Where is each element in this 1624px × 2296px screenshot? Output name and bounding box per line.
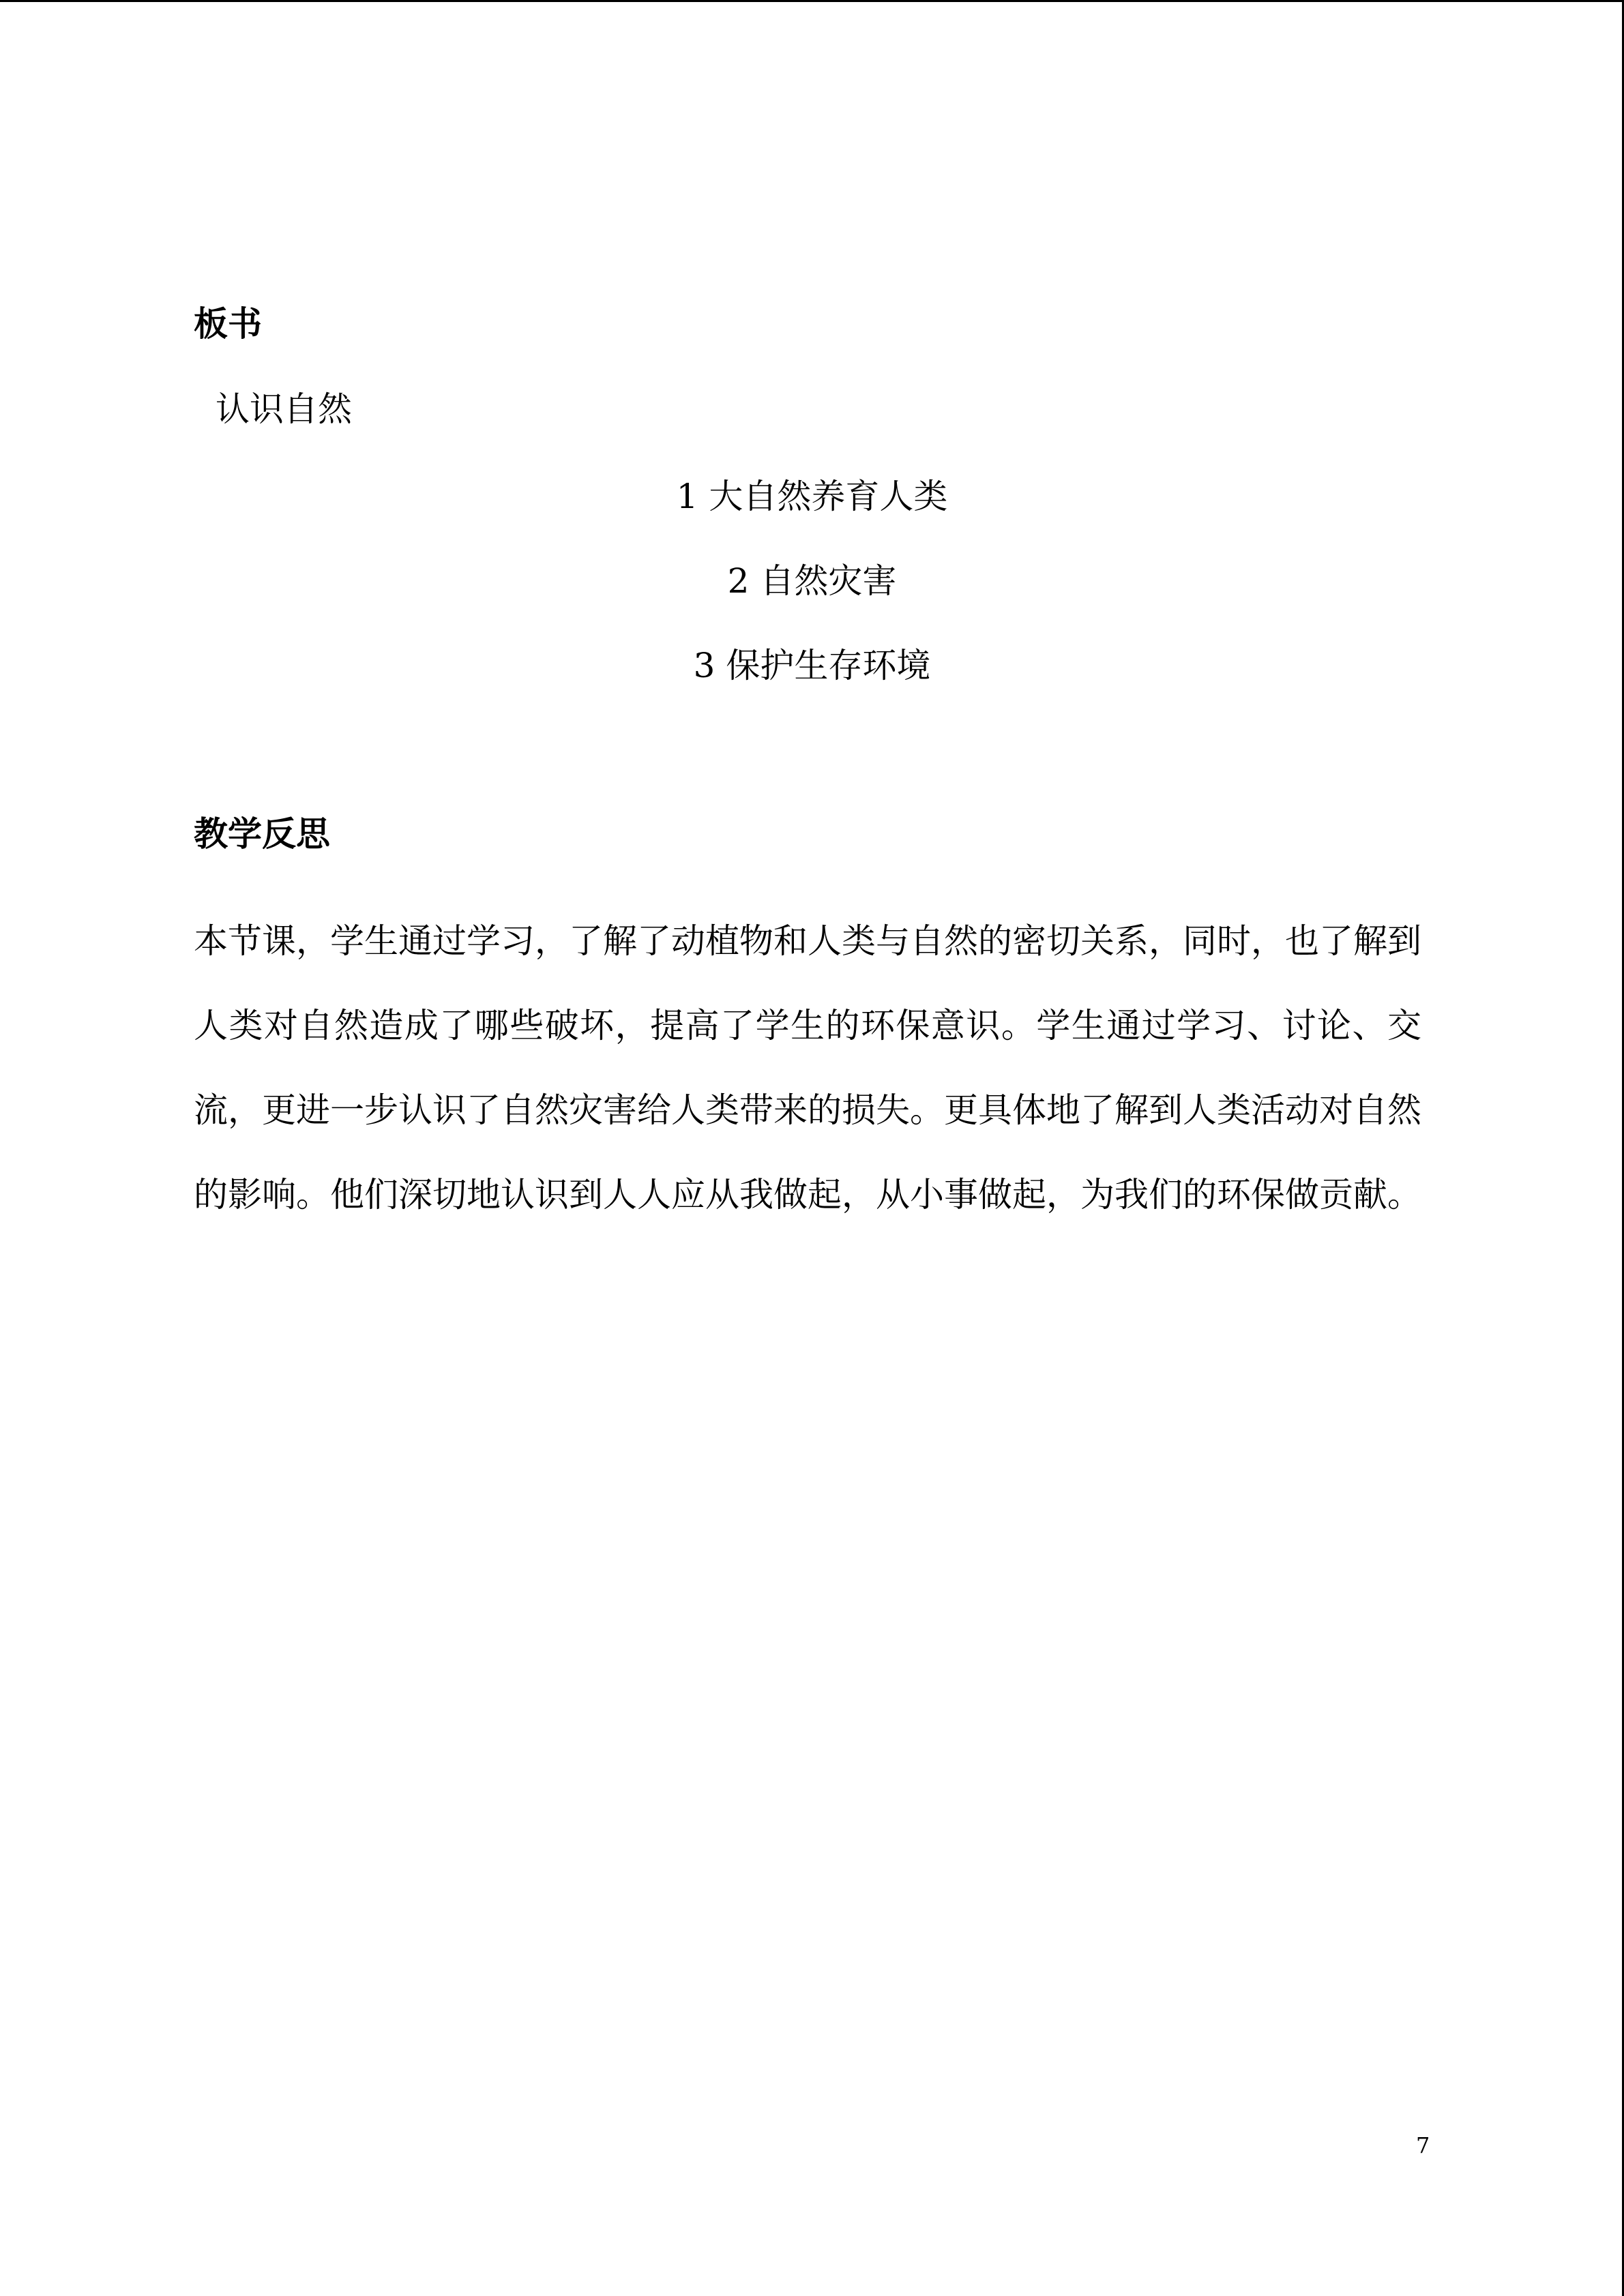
reflection-heading: 教学反思: [194, 814, 330, 854]
board-outline: [0, 476, 1624, 730]
page-number: 7: [1416, 2132, 1430, 2158]
board-heading: 板书: [194, 304, 262, 344]
board-item: 2 自然灾害: [727, 561, 897, 601]
board-item: 1 大自然养育人类: [676, 477, 948, 516]
board-item: 3 保护生存环境: [693, 646, 931, 685]
reflection-paragraph: 本节课，学生通过学习，了解了动植物和人类与自然的密切关系，同时，也了解到人类对自然造成了哪些破坏，提高了学生的环保意识。学生通过学习、讨论、交流，更进一步认识了自然灾害给人类带来的损失。更具体地了解到人类活动对自然的影响。他们深切地认识到人人应从我做起，从小事做起，为我们的环保做贡献。: [194, 921, 1421, 1214]
page-top-border: [0, 0, 1624, 2]
board-title: 认识自然: [216, 389, 352, 429]
